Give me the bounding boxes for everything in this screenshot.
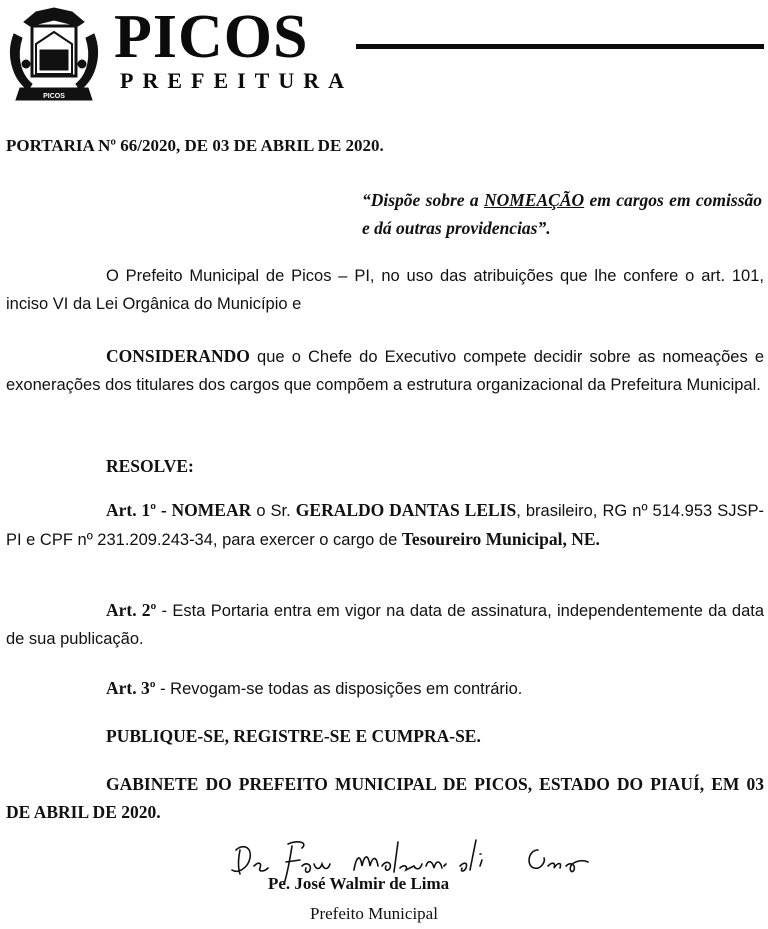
municipal-crest-logo bbox=[6, 4, 102, 106]
ementa bbox=[362, 186, 762, 242]
considerando-keyword: CONSIDERANDO bbox=[106, 346, 250, 366]
art2-label: Art. 2º bbox=[106, 600, 157, 620]
ementa-text-before: “Dispõe sobre a bbox=[362, 190, 484, 210]
article-2 bbox=[6, 596, 764, 653]
logo-wordmark: PICOS bbox=[114, 3, 309, 71]
considerando-text: que o Chefe do Executivo compete decidir sobre as nomeações e exonerações dos titulares dos cargos que compõem a estrutura organizacional da Prefeitura Municipal. bbox=[6, 348, 764, 394]
art1-text-2: , brasileiro, RG nº 514.953 SJSP-PI e CPF nº 231.209.243-34, para exercer o cargo de bbox=[6, 502, 765, 549]
article-3 bbox=[106, 674, 522, 703]
art2-text: - Esta Portaria entra em vigor na data de assinatura, independentemente da data de sua publicação. bbox=[6, 602, 765, 648]
header-rule bbox=[356, 44, 764, 49]
signer-role: Prefeito Municipal bbox=[310, 904, 438, 923]
art1-label: Art. 1º - NOMEAR bbox=[106, 500, 252, 520]
article-1 bbox=[6, 496, 764, 554]
art3-label: Art. 3º bbox=[106, 678, 156, 698]
svg-text:PICOS: PICOS bbox=[43, 93, 65, 100]
ementa-underlined: NOMEAÇÃO bbox=[483, 190, 585, 210]
resolve-heading: RESOLVE: bbox=[106, 456, 194, 476]
appointee-name: GERALDO DANTAS LELIS bbox=[295, 500, 517, 520]
appointed-role: Tesoureiro Municipal, NE. bbox=[401, 529, 600, 549]
art1-text-1: o Sr. bbox=[251, 502, 296, 520]
signer-name: Pe. José Walmir de Lima bbox=[268, 874, 450, 893]
preamble-paragraph: O Prefeito Municipal de Picos – PI, no uso das atribuições que lhe confere o art. 101, inciso VI da Lei Orgânica do Município e bbox=[6, 267, 764, 313]
considerando-paragraph bbox=[6, 342, 764, 399]
document-title: PORTARIA Nº 66/2020, DE 03 DE ABRIL DE 2020. bbox=[6, 136, 384, 155]
logo-subtitle: PREFEITURA bbox=[120, 68, 354, 93]
gabinete-paragraph: GABINETE DO PREFEITO MUNICIPAL DE PICOS, ESTADO DO PIAUÍ, EM 03 DE ABRIL DE 2020. bbox=[6, 774, 764, 822]
letterhead bbox=[0, 0, 768, 112]
ementa-text-after: em cargos em comissão e dá outras providencias”. bbox=[362, 190, 763, 238]
publique-line: PUBLIQUE-SE, REGISTRE-SE E CUMPRA-SE. bbox=[106, 726, 481, 746]
art3-text: - Revogam-se todas as disposições em contrário. bbox=[155, 680, 523, 698]
